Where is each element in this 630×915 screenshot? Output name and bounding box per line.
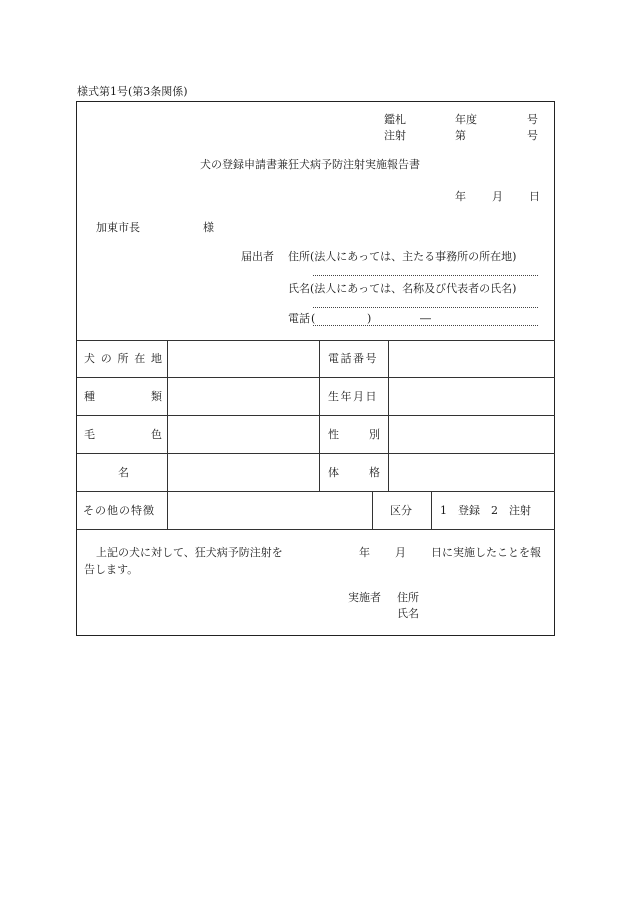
field-sex[interactable]	[390, 417, 553, 451]
table-line-3	[77, 415, 555, 416]
field-dog-name[interactable]	[169, 455, 317, 489]
date-month: 月	[492, 190, 503, 203]
report-line1-part2: 日に実施したことを報	[431, 546, 541, 559]
applicant-phone-line[interactable]	[313, 325, 538, 326]
label-category: 区分	[390, 504, 412, 517]
applicant-label: 届出者	[241, 250, 274, 263]
addressee-sama: 様	[203, 221, 214, 234]
applicant-phone-open: (	[311, 312, 316, 325]
report-line2: 告します。	[84, 563, 139, 576]
applicant-phone-close: )	[367, 312, 372, 325]
tag-nendo-label: 年度	[455, 113, 477, 126]
table-vline-mid	[319, 340, 320, 491]
applicant-name-line[interactable]	[313, 307, 538, 308]
implementer-name-label: 氏名	[397, 607, 419, 620]
table-line-4	[77, 453, 555, 454]
tag-kansatsu-label: 鑑札	[384, 113, 406, 126]
table-vline-label-col	[167, 340, 168, 491]
date-year: 年	[455, 190, 466, 203]
label-location: 犬 の 所 在 地	[84, 352, 162, 365]
tag-go-label-2: 号	[527, 129, 538, 142]
report-line1-part1: 上記の犬に対して、狂犬病予防注射を	[96, 546, 283, 559]
form-number: 様式第1号(第3条関係)	[77, 85, 188, 98]
tag-go-label-1: 号	[527, 113, 538, 126]
report-month: 月	[395, 546, 406, 559]
table-line-6	[77, 529, 555, 530]
applicant-phone-label: 電話	[288, 312, 310, 325]
label-phone-number: 電話番号	[328, 352, 378, 365]
table-vline-label2	[388, 340, 389, 491]
table-vline-category-left	[372, 491, 373, 529]
field-birthdate[interactable]	[390, 379, 553, 413]
label-coat: 毛色	[84, 428, 162, 441]
field-coat[interactable]	[169, 417, 317, 451]
applicant-address-label: 住所(法人にあっては、主たる事務所の所在地)	[288, 250, 517, 263]
table-line-1	[77, 340, 555, 341]
table-vline-category-right	[431, 491, 432, 529]
field-phone-number[interactable]	[390, 342, 553, 376]
date-day: 日	[529, 190, 540, 203]
form-title: 犬の登録申請書兼狂犬病予防注射実施報告書	[200, 158, 420, 171]
label-other-features: その他の特徴	[83, 504, 155, 517]
table-vline-features	[167, 491, 168, 529]
field-breed[interactable]	[169, 379, 317, 413]
field-size[interactable]	[390, 455, 553, 489]
label-sex: 性別	[328, 428, 380, 441]
report-year: 年	[359, 546, 370, 559]
label-breed: 種類	[84, 390, 162, 403]
table-line-5	[77, 491, 555, 492]
applicant-address-line[interactable]	[313, 275, 538, 276]
field-location[interactable]	[169, 342, 317, 376]
category-options[interactable]: 1 登録 2 注射	[440, 504, 531, 517]
label-dog-name: 名	[118, 466, 129, 479]
tag-chusha-label: 注射	[384, 129, 406, 142]
applicant-name-label: 氏名(法人にあっては、名称及び代表者の氏名)	[288, 282, 517, 295]
implementer-label: 実施者	[348, 591, 381, 604]
label-birthdate: 生年月日	[328, 390, 378, 403]
table-line-2	[77, 377, 555, 378]
applicant-phone-dash: ―	[420, 312, 431, 325]
implementer-address-label: 住所	[397, 591, 419, 604]
addressee-mayor: 加東市長	[96, 221, 140, 234]
field-other-features[interactable]	[169, 493, 370, 527]
tag-dai-label: 第	[455, 129, 466, 142]
label-size: 体格	[328, 466, 380, 479]
